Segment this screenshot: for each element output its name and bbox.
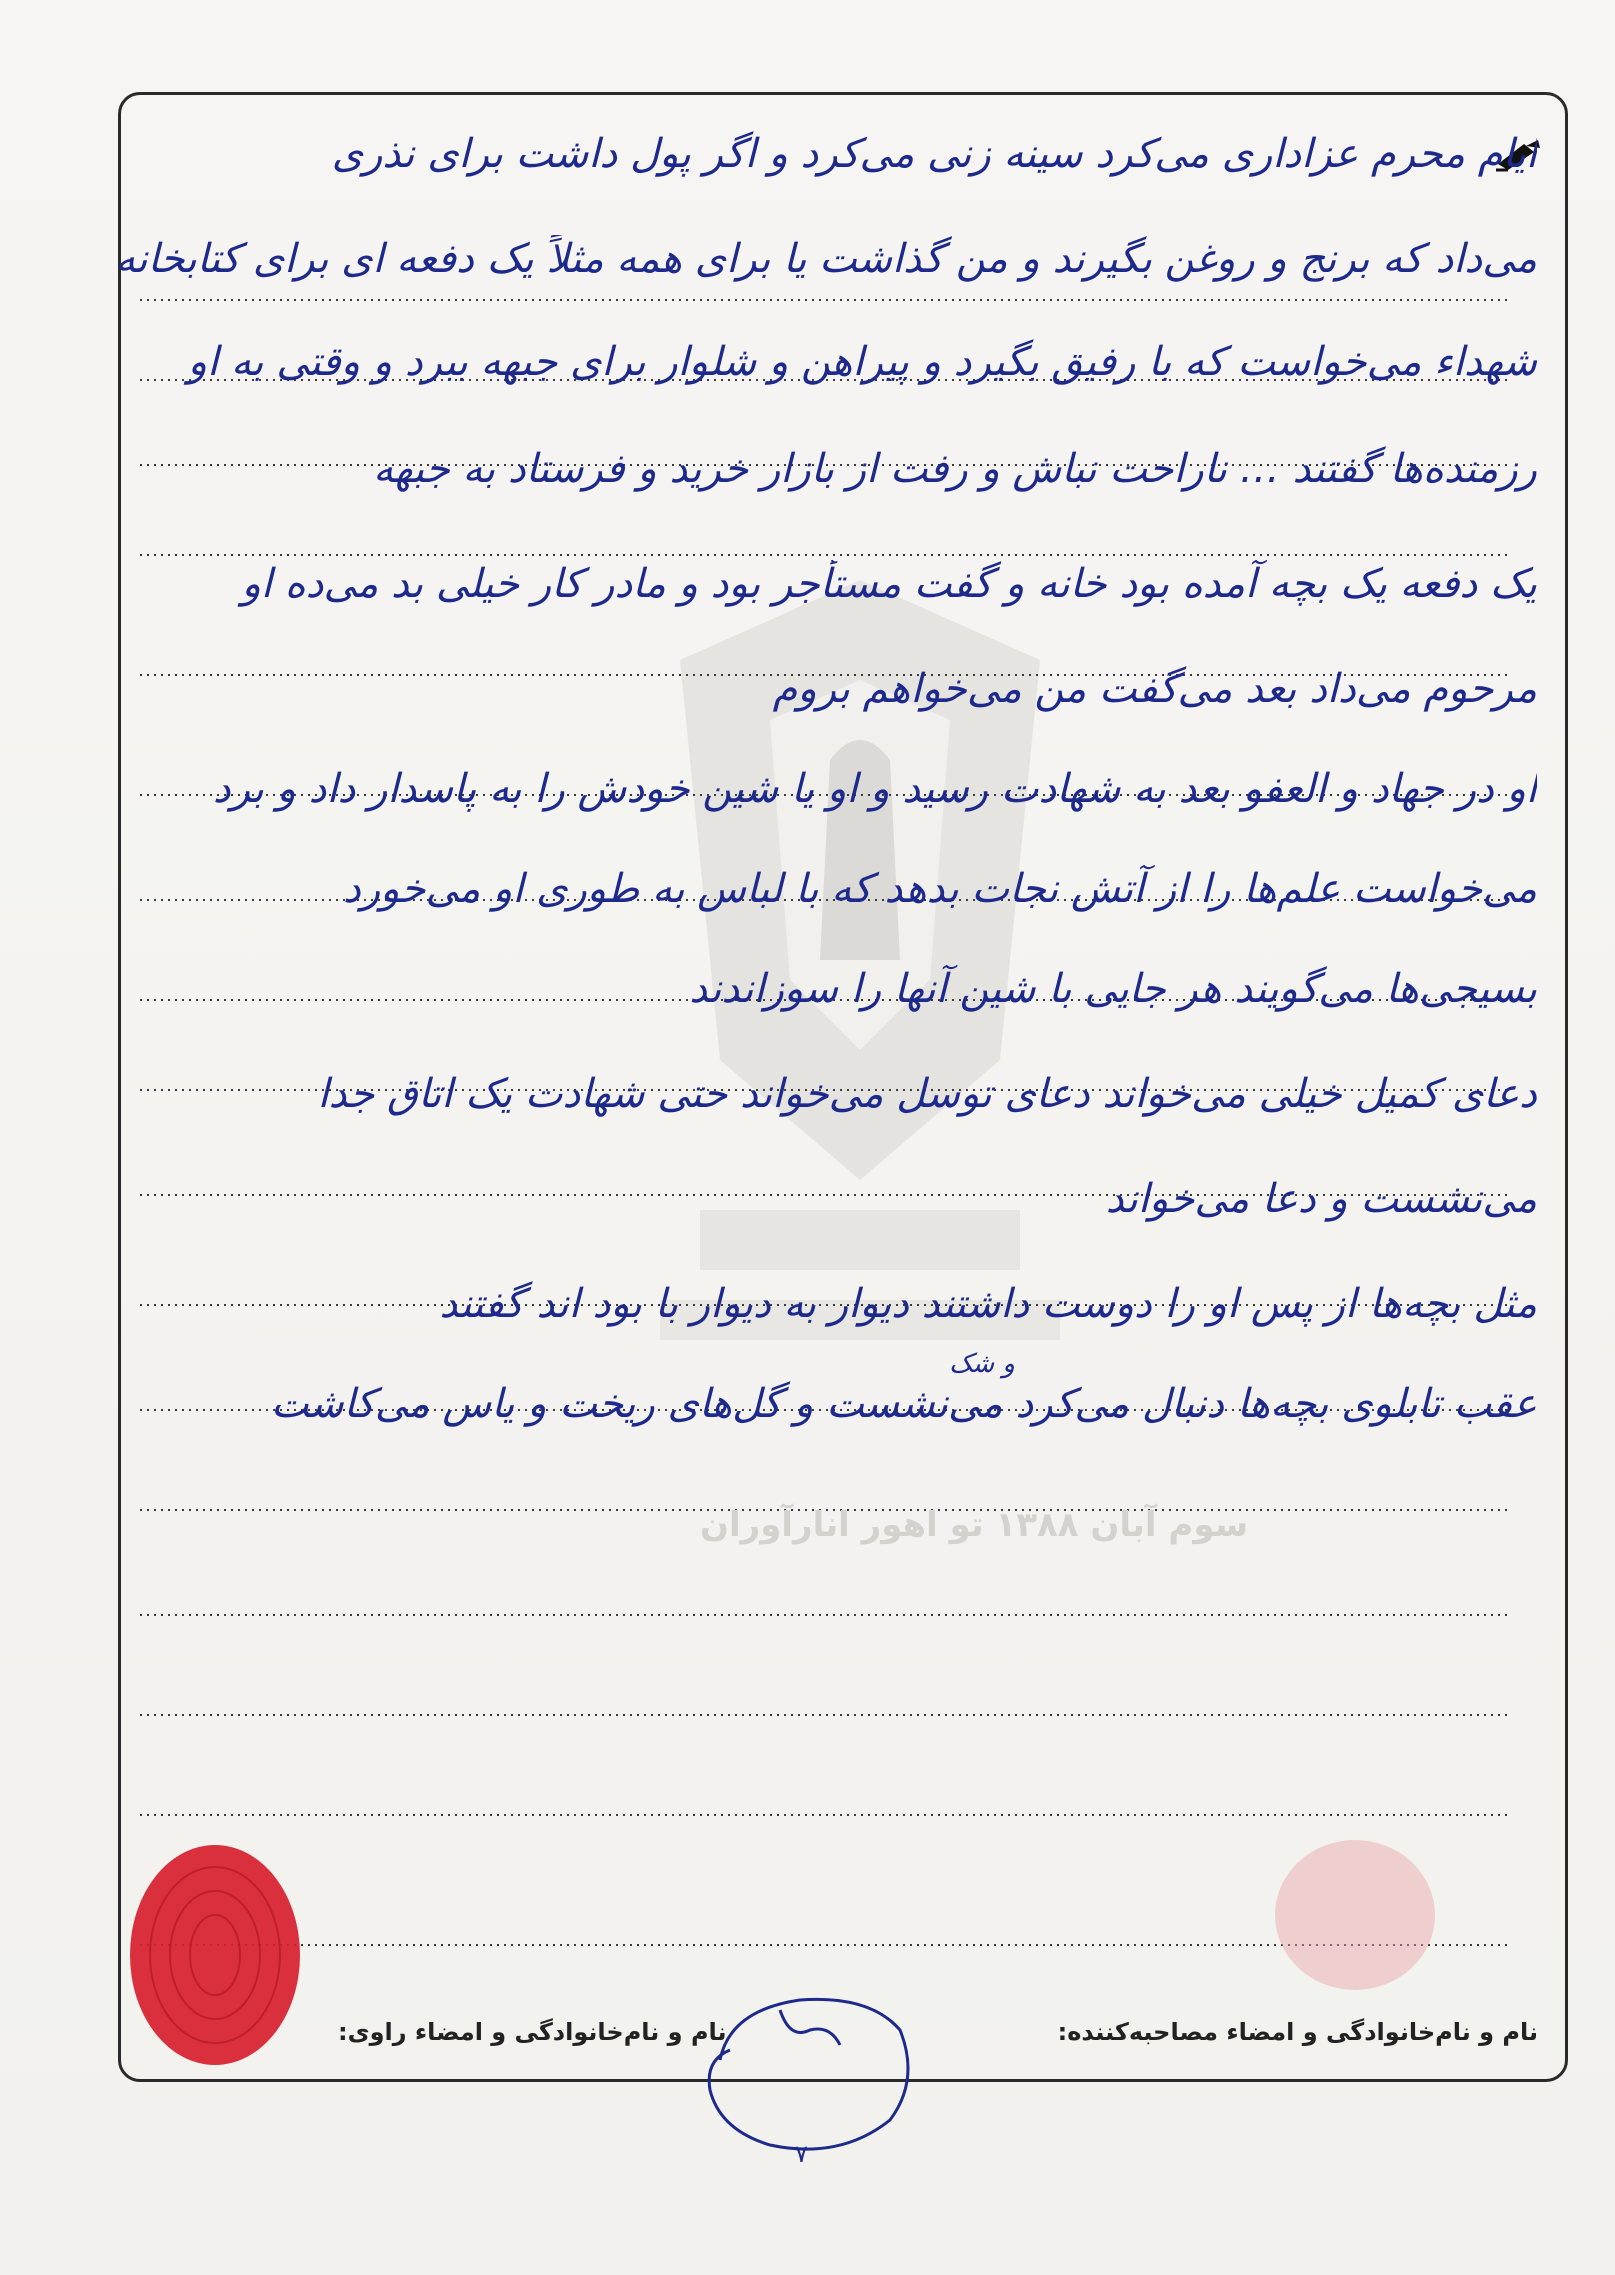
handwritten-line: بسیجی‌ها می‌گویند هر جایی با شین آنها را سوزاندند xyxy=(689,966,1537,1012)
handwritten-line: می‌نشست و دعا می‌خواند xyxy=(1105,1176,1537,1222)
faint-fingerprint-stamp xyxy=(1265,1830,1445,2000)
handwritten-line: مثل بچه‌ها از پس او را دوست داشتند دیوار به دیوار با بود اند گفتند xyxy=(439,1281,1537,1327)
handwritten-line: دعای کمیل خیلی می‌خواند دعای توسل می‌خواند حتی شهادت یک اتاق جدا xyxy=(317,1071,1537,1117)
handwritten-line: مرحوم می‌داد بعد می‌گفت من می‌خواهم بروم xyxy=(772,666,1537,712)
handwritten-line: ایام محرم عزاداری می‌کرد سینه زنی می‌کرد و اگر پول داشت برای نذری xyxy=(331,131,1537,177)
handwritten-line: عقب تابلوی بچه‌ها دنبال می‌کرد می‌نشست و گل‌های ریخت و یاس می‌کاشت xyxy=(270,1381,1537,1427)
handwritten-line: می‌خواست علم‌ها را از آتش نجات بدهد که با لباس به طوری او می‌خورد xyxy=(343,866,1537,912)
handwritten-line: رزمنده‌ها گفتند … ناراحت نباش و رفت از بازار خرید و فرستاد به جبهه xyxy=(373,446,1537,492)
watermark-year-text: سوم آبان ۱۳۸۸ تو اهور انارآوران xyxy=(700,1505,1249,1545)
handwritten-line: یک دفعه یک بچه آمده بود خانه و گفت مستأجر بود و مادر کار خیلی بد می‌ده او xyxy=(241,561,1537,607)
red-fingerprint-stamp xyxy=(120,1835,310,2075)
handwritten-line: شهداء می‌خواست که با رفیق بگیرد و پیراهن و شلوار برای جبهه ببرد و وقتی به او xyxy=(187,339,1537,385)
handwritten-insertion: و شک xyxy=(949,1349,1015,1379)
handwritten-line: می‌داد که برنج و روغن بگیرند و من گذاشت یا برای همه مثلاً یک دفعه ای برای کتابخانه xyxy=(115,236,1537,282)
handwritten-signature xyxy=(690,1970,970,2170)
page-number: ۷ xyxy=(795,2140,808,2168)
narrator-signature-label: نام و نام‌خانوادگی و امضاء راوی: xyxy=(338,2018,727,2046)
handwritten-line: او در جهاد و العفو بعد به شهادت رسید و او یا شین خودش را به پاسدار داد و برد xyxy=(212,766,1537,812)
